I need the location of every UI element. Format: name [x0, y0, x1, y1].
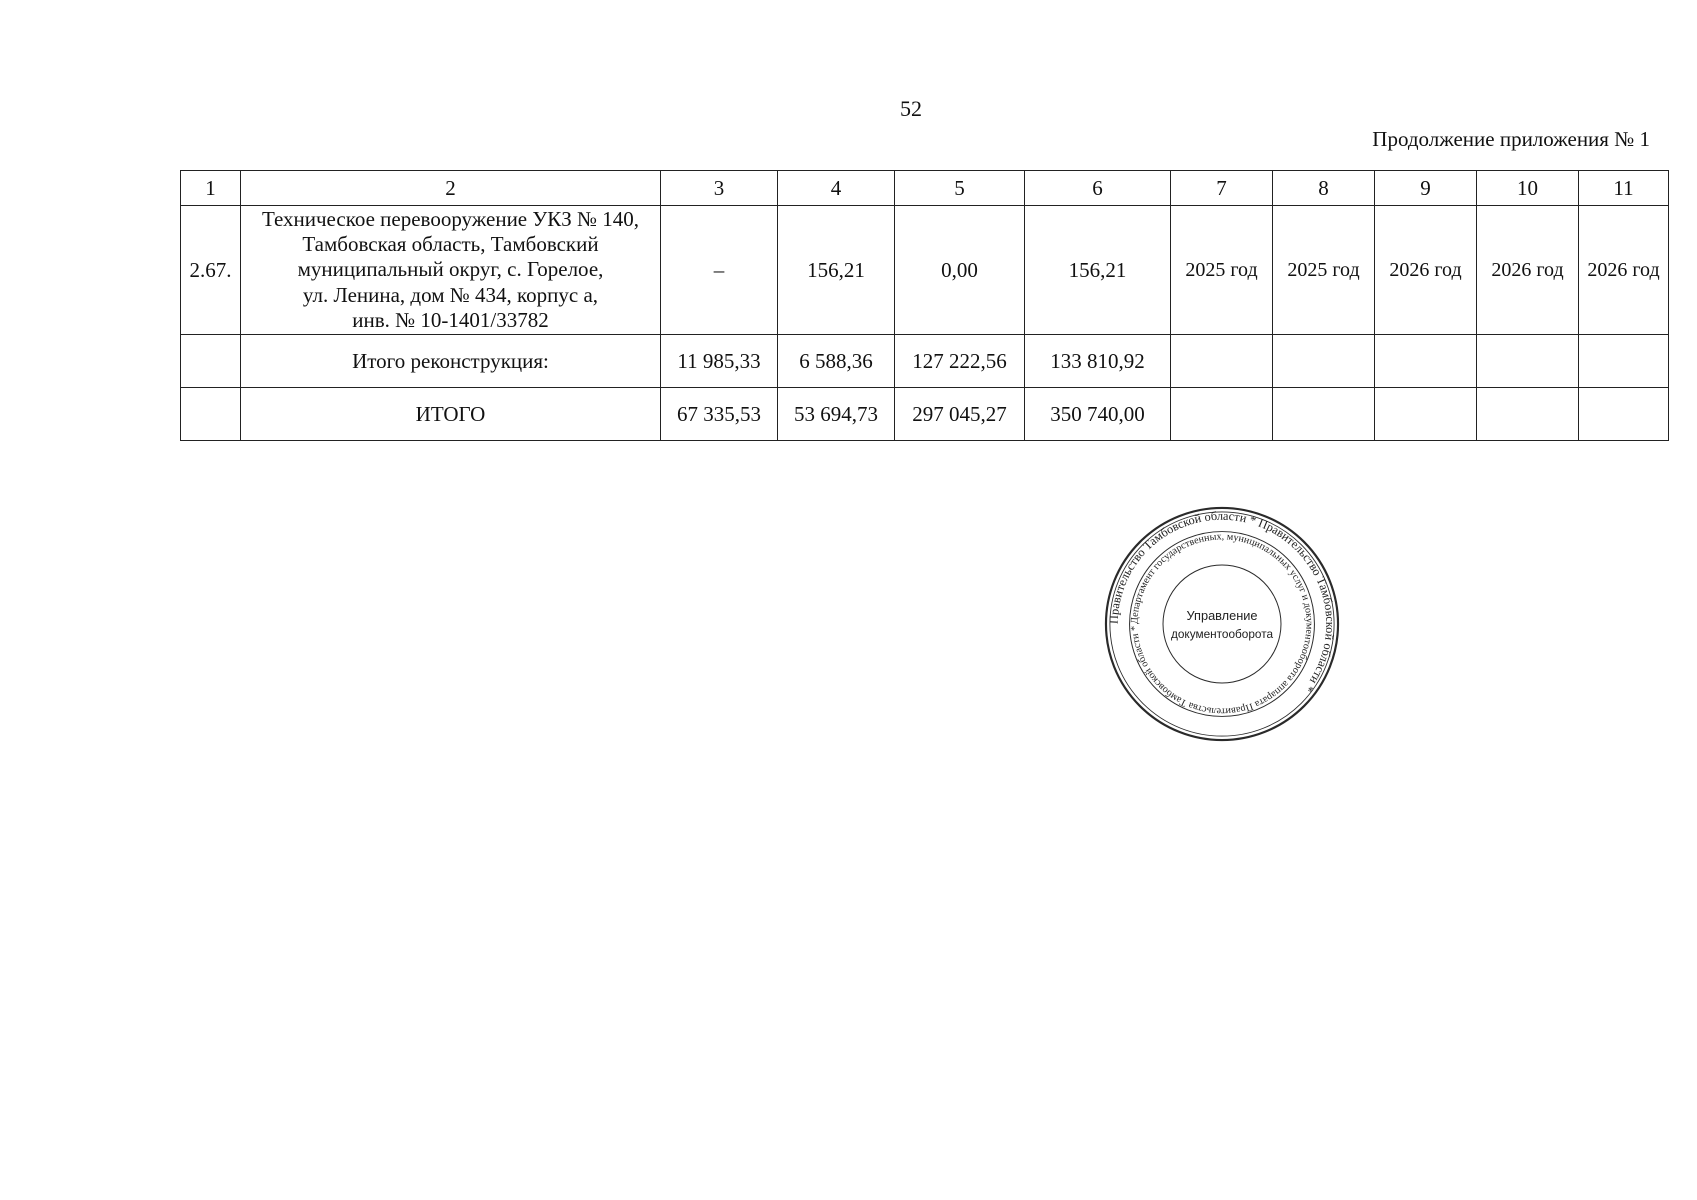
stamp-inner-text: Департамент государственных, муниципальных услуг и документооборота аппарата Правительства Тамбовской области *	[1129, 531, 1315, 717]
empty-cell	[181, 388, 241, 441]
subtotal-col3: 11 985,33	[661, 335, 778, 388]
data-table	[180, 170, 1669, 441]
header-cell: 2	[241, 171, 661, 206]
appendix-note: Продолжение приложения № 1	[1372, 127, 1650, 151]
subtotal-label: Итого реконструкция:	[241, 335, 661, 388]
description-line: ул. Ленина, дом № 434, корпус а,	[302, 282, 599, 307]
empty-cell	[1171, 388, 1273, 441]
table-row	[181, 206, 1669, 335]
total-row	[181, 388, 1669, 441]
item-description	[241, 206, 661, 335]
header-cell: 11	[1579, 171, 1669, 206]
empty-cell	[1579, 335, 1669, 388]
total-label: ИТОГО	[241, 388, 661, 441]
total-col3: 67 335,53	[661, 388, 778, 441]
empty-cell	[1477, 335, 1579, 388]
description-line: муниципальный округ, с. Горелое,	[297, 257, 604, 282]
item-col7: 2025 год	[1171, 206, 1273, 335]
empty-cell	[1477, 388, 1579, 441]
empty-cell	[1273, 388, 1375, 441]
total-col6: 350 740,00	[1025, 388, 1171, 441]
item-col6: 156,21	[1025, 206, 1171, 335]
header-cell: 7	[1171, 171, 1273, 206]
total-col5: 297 045,27	[895, 388, 1025, 441]
header-cell: 10	[1477, 171, 1579, 206]
description-line: Техническое перевооружение УКЗ № 140,	[261, 207, 640, 232]
empty-cell	[1375, 335, 1477, 388]
subtotal-col4: 6 588,36	[778, 335, 895, 388]
header-cell: 4	[778, 171, 895, 206]
item-col10: 2026 год	[1477, 206, 1579, 335]
official-stamp	[1104, 506, 1340, 742]
header-cell: 3	[661, 171, 778, 206]
item-col3: –	[661, 206, 778, 335]
table-header-row	[181, 171, 1669, 206]
empty-cell	[1579, 388, 1669, 441]
description-line: Тамбовская область, Тамбовский	[302, 232, 599, 257]
header-cell: 5	[895, 171, 1025, 206]
item-col9: 2026 год	[1375, 206, 1477, 335]
empty-cell	[1375, 388, 1477, 441]
stamp-inner-ring	[1163, 565, 1281, 683]
item-col5: 0,00	[895, 206, 1025, 335]
item-col11: 2026 год	[1579, 206, 1669, 335]
stamp-outer-text: Правительство Тамбовской области * Правительство Тамбовской области *	[1106, 508, 1338, 695]
subtotal-row	[181, 335, 1669, 388]
description-line: инв. № 10-1401/33782	[352, 307, 549, 332]
header-cell: 1	[181, 171, 241, 206]
stamp-center-line1: Управление	[1186, 608, 1258, 624]
subtotal-col5: 127 222,56	[895, 335, 1025, 388]
header-cell: 6	[1025, 171, 1171, 206]
item-col4: 156,21	[778, 206, 895, 335]
stamp-center-line2: документооборота	[1170, 626, 1274, 641]
header-cell: 9	[1375, 171, 1477, 206]
item-number: 2.67.	[181, 206, 241, 335]
item-col8: 2025 год	[1273, 206, 1375, 335]
page-number: 52	[900, 96, 922, 121]
empty-cell	[1171, 335, 1273, 388]
subtotal-col6: 133 810,92	[1025, 335, 1171, 388]
header-cell: 8	[1273, 171, 1375, 206]
total-col4: 53 694,73	[778, 388, 895, 441]
empty-cell	[1273, 335, 1375, 388]
empty-cell	[181, 335, 241, 388]
